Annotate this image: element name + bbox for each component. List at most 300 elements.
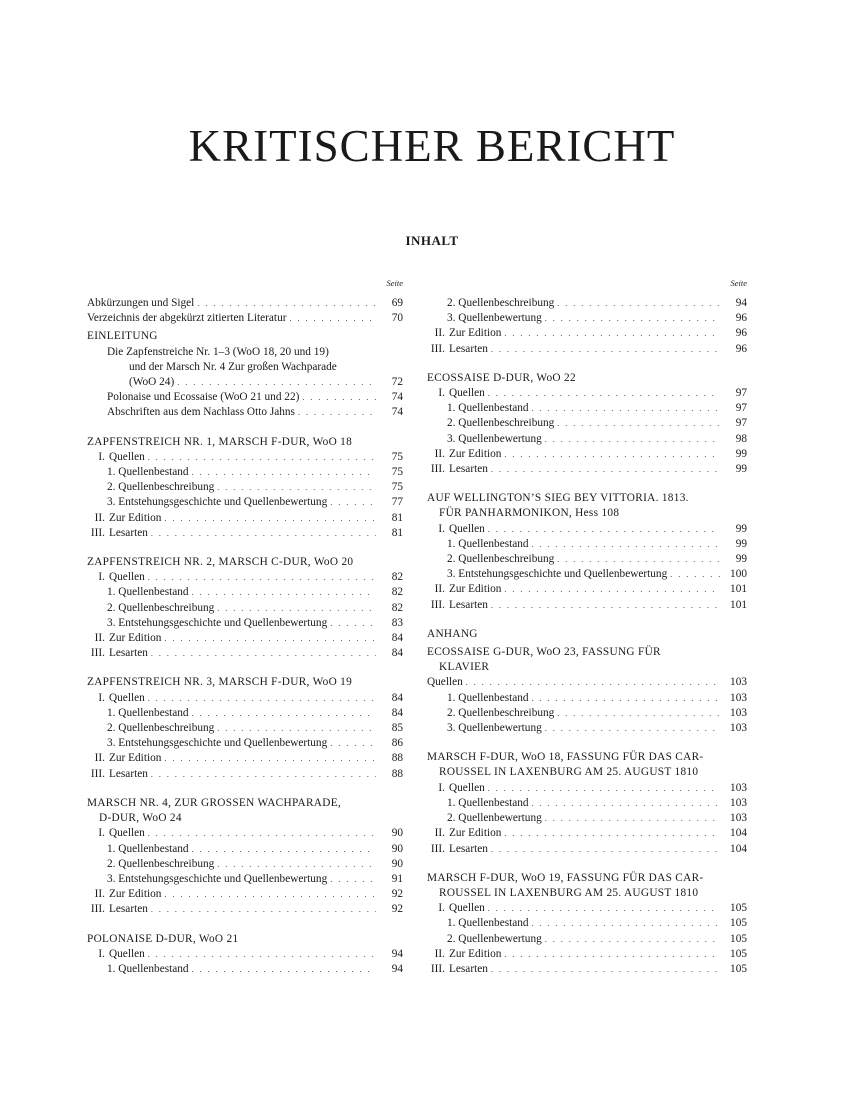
toc-page-number: 99 [735,463,747,476]
toc-entry-number: III. [90,767,105,780]
toc-entry [87,751,403,766]
toc-entry [87,495,403,510]
section-heading: ZAPFENSTREICH NR. 2, MARSCH C-DUR, WoO 20 [87,556,354,569]
toc-entry-number: II. [94,888,105,901]
dot-leader [491,598,720,613]
toc-page-number: 81 [391,511,403,524]
toc-page-number: 88 [391,767,403,780]
toc-entry [427,537,747,552]
dot-leader [545,932,720,947]
toc-entry-title: 1. Quellenbestand [107,586,189,599]
toc-entry-title: I. Quellen [427,386,485,401]
contents-heading: INHALT [405,233,459,248]
toc-entry [427,432,747,447]
toc-page-number: 103 [730,691,747,704]
section-gap [427,357,747,371]
toc-page-number: 104 [730,827,747,840]
section-gap [427,857,747,871]
toc-page-number: 81 [391,526,403,539]
toc-entry-number: II. [434,947,445,960]
toc-page-number: 83 [391,616,403,629]
toc-entry [87,857,403,872]
dot-leader [177,375,376,390]
toc-entry-number: III. [430,598,445,611]
toc-entry [427,826,747,841]
page-title: KRITISCHER BERICHT [188,121,676,171]
dot-leader [504,326,720,341]
toc-entry [87,465,403,480]
toc-entry-title: 2. Quellenbewertung [447,932,542,945]
toc-entry-title: 2. Quellenbeschreibung [107,857,215,870]
toc-entry-title: 2. Quellenbeschreibung [447,417,555,430]
toc-entry-title: 3. Entstehungsgeschichte und Quellenbewertung [107,616,328,629]
toc-entry [87,736,403,751]
toc-entry [427,342,747,357]
toc-entry-title: 3. Entstehungsgeschichte und Quellenbewertung [447,568,668,581]
toc-page-number: 94 [391,962,403,975]
toc-entry-number: II. [434,327,445,340]
toc-entry-title: I. Quellen [87,691,145,706]
toc-page-number: 77 [391,496,403,509]
toc-entry [427,401,747,416]
toc-entry-number: I. [98,691,105,704]
toc-entry [427,552,747,567]
toc-entry [87,585,403,600]
toc-entry [87,902,403,917]
dot-leader [217,480,376,495]
toc-entry-title: 1. Quellenbestand [447,691,529,704]
dot-leader [164,887,376,902]
toc-entry-number: I. [438,522,445,535]
dot-leader [504,947,720,962]
toc-entry [427,842,747,857]
toc-entry-title: II. Zur Edition [87,887,161,902]
section-gap [87,541,403,555]
toc-entry [87,962,403,977]
dot-leader [151,646,376,661]
toc-column-right [427,278,747,977]
toc-entry [427,947,747,962]
toc-entry [87,631,403,646]
toc-page-number: 75 [391,466,403,479]
toc-page-number: 101 [730,598,747,611]
dot-leader [302,390,376,405]
section-heading-continued: KLAVIER [439,661,490,674]
toc-entry-number: II. [94,511,105,524]
toc-entry [87,511,403,526]
toc-page-number: 92 [391,903,403,916]
toc-entry-title: II. Zur Edition [427,447,501,462]
toc-entry [87,405,403,420]
toc-page-number: 97 [735,387,747,400]
toc-entry-title: III. Lesarten [87,902,148,917]
toc-column-left [87,278,403,977]
toc-page-number: 105 [730,947,747,960]
toc-entry-number: III. [430,962,445,975]
toc-entry-title: 1. Quellenbestand [107,706,189,719]
toc-page-number: 88 [391,752,403,765]
section-heading-continued: D-DUR, WoO 24 [99,812,182,825]
toc-entry-number: I. [98,450,105,463]
toc-entry [427,598,747,613]
dot-leader [164,751,376,766]
dot-leader [670,567,720,582]
section-heading: ECOSSAISE G-DUR, WoO 23, FASSUNG FÜR [427,646,661,659]
dot-leader [504,447,720,462]
dot-leader [488,386,720,401]
toc-page-number: 91 [391,872,403,885]
section-heading: MARSCH F-DUR, WoO 18, FASSUNG FÜR DAS CAR- [427,751,704,764]
toc-entry-title: III. Lesarten [427,342,488,357]
section-heading: ZAPFENSTREICH NR. 3, MARSCH F-DUR, WoO 19 [87,676,353,689]
section-gap [87,782,403,796]
toc-entry [87,526,403,541]
toc-entry [427,447,747,462]
dot-leader [545,721,720,736]
toc-entry [87,842,403,857]
toc-page-number: 84 [391,632,403,645]
toc-page-number: 99 [735,537,747,550]
dot-leader [148,947,376,962]
toc-entry [427,916,747,931]
toc-entry-title: I. Quellen [87,826,145,841]
toc-entry-title: 2. Quellenbewertung [447,812,542,825]
toc-entry [427,796,747,811]
toc-entry-number: II. [94,632,105,645]
toc-entry-number: III. [430,842,445,855]
dot-leader [491,962,720,977]
section-heading: AUF WELLINGTON’S SIEG BEY VITTORIA. 1813. [427,492,689,505]
dot-leader [164,631,376,646]
toc-page-number: 96 [735,327,747,340]
toc-entry [427,386,747,401]
section-heading: ZAPFENSTREICH NR. 1, MARSCH F-DUR, WoO 18 [87,435,353,448]
toc-entry-title: I. Quellen [427,781,485,796]
toc-entry-title: III. Lesarten [87,526,148,541]
dot-leader [532,796,720,811]
dot-leader [148,691,376,706]
dot-leader [192,842,376,857]
toc-entry-number: I. [438,902,445,915]
section-heading: ANHANG [427,627,478,640]
toc-entry-number: III. [90,647,105,660]
toc-page-number: 75 [391,450,403,463]
toc-entry [87,646,403,661]
dot-leader [148,450,376,465]
section-gap [427,736,747,750]
toc-page-number: 99 [735,553,747,566]
toc-entry-title: III. Lesarten [427,462,488,477]
toc-entry [87,390,403,405]
section-heading: EINLEITUNG [87,330,158,343]
toc-entry [427,706,747,721]
toc-page-number: 103 [730,781,747,794]
toc-page-number: 92 [391,888,403,901]
toc-page-number: 82 [391,601,403,614]
toc-entry-title: Die Zapfenstreiche Nr. 1–3 (WoO 18, 20 und 19) [107,345,329,358]
toc-page-number: 96 [735,342,747,355]
dot-leader [151,902,376,917]
toc-entry-number: III. [90,526,105,539]
toc-entry [427,932,747,947]
toc-entry-title: II. Zur Edition [427,947,501,962]
toc-entry-title: III. Lesarten [427,962,488,977]
dot-leader [192,585,376,600]
toc-entry [87,375,403,390]
dot-leader [197,296,376,311]
toc-entry-title: I. Quellen [87,450,145,465]
toc-entry-title: 3. Entstehungsgeschichte und Quellenbewertung [107,872,328,885]
dot-leader [504,582,720,597]
toc-page-number: 69 [391,297,403,309]
section-heading-continued: ROUSSEL IN LAXENBURG AM 25. AUGUST 1810 [439,886,699,899]
toc-page-number: 98 [735,432,747,445]
toc-page-number: 101 [730,583,747,596]
toc-page-number: 90 [391,842,403,855]
toc-page-number: 103 [730,706,747,719]
toc-page-number: 99 [735,447,747,460]
toc-entry [427,901,747,916]
dot-leader [545,432,720,447]
toc-entry-number: I. [98,947,105,960]
toc-entry-title: Abkürzungen und Sigel [87,297,195,309]
toc-page-number: 84 [391,691,403,704]
toc-page-number: 94 [735,297,747,309]
dot-leader [164,511,376,526]
toc-entry-title: III. Lesarten [427,842,488,857]
section-gap [427,613,747,627]
toc-entry-title: 3. Entstehungsgeschichte und Quellenbewertung [107,737,328,750]
toc-entry-title: II. Zur Edition [427,582,501,597]
dot-leader [148,570,376,585]
dot-leader [192,465,376,480]
toc-entry-title: II. Zur Edition [87,511,161,526]
toc-entry-title: 2. Quellenbeschreibung [107,601,215,614]
toc-entry-title: III. Lesarten [427,598,488,613]
dot-leader [151,526,376,541]
toc-entries-right [427,296,747,977]
toc-entry-number: II. [434,583,445,596]
toc-entry-title: 3. Quellenbewertung [447,432,542,445]
page-column-label: Seite [730,278,747,288]
toc-entry [87,826,403,841]
dot-leader [330,872,376,887]
dot-leader [289,311,376,326]
toc-entry [87,872,403,887]
dot-leader [148,826,376,841]
toc-page-number: 85 [391,722,403,735]
dot-leader [151,767,376,782]
toc-entry-title: 1. Quellenbestand [447,402,529,415]
toc-entry [427,522,747,537]
section-heading-continued: FÜR PANHARMONIKON, Hess 108 [439,507,620,520]
toc-entry-title: (WoO 24) [129,376,175,389]
toc-entry [87,887,403,902]
dot-leader [557,296,720,311]
toc-page-number: 86 [391,737,403,750]
dot-leader [545,311,720,326]
toc-page-number: 97 [735,417,747,430]
toc-page-number: 105 [730,917,747,930]
toc-entry [87,616,403,631]
dot-leader [491,342,720,357]
toc-entry-title: 3. Quellenbewertung [447,722,542,735]
toc-entry-number: II. [434,827,445,840]
toc-entry [427,962,747,977]
toc-entry [87,706,403,721]
toc-entry-title: I. Quellen [427,901,485,916]
toc-entry-number: I. [98,571,105,584]
toc-entry-number: I. [98,827,105,840]
toc-entry [427,296,747,311]
toc-page-number: 103 [730,676,747,689]
section-heading: MARSCH F-DUR, WoO 19, FASSUNG FÜR DAS CAR- [427,871,704,884]
dot-leader [557,416,720,431]
toc-entry [427,675,747,690]
dot-leader [298,405,376,420]
dot-leader [217,601,376,616]
toc-page-number: 82 [391,586,403,599]
section-gap [87,421,403,435]
toc-entry-title: Verzeichnis der abgekürzt zitierten Literatur [87,312,287,325]
section-gap [87,661,403,675]
toc-entry-title: I. Quellen [87,570,145,585]
toc-page-number: 72 [391,376,403,389]
toc-entry-title: 2. Quellenbeschreibung [447,553,555,566]
toc-page-number: 105 [730,962,747,975]
toc-entry [87,311,403,326]
toc-entry [87,691,403,706]
toc-page-number: 70 [391,312,403,325]
section-heading: MARSCH NR. 4, ZUR GROSSEN WACHPARADE, [87,796,342,809]
toc-entry-title: 1. Quellenbestand [107,962,189,975]
toc-entry [427,416,747,431]
toc-entry-title: Abschriften aus dem Nachlass Otto Jahns [107,406,295,419]
toc-entry [87,947,403,962]
toc-page-number: 103 [730,796,747,809]
toc-entry-title: 2. Quellenbeschreibung [447,297,555,309]
dot-leader [557,706,720,721]
toc-entry-title: 1. Quellenbestand [447,796,529,809]
toc-entries-left [87,296,403,977]
toc-entry [427,721,747,736]
toc-entry-title: 3. Quellenbewertung [447,312,542,325]
toc-entry-title: II. Zur Edition [427,826,501,841]
toc-entry-title: III. Lesarten [87,767,148,782]
toc-page-number: 97 [735,402,747,415]
dot-leader [466,675,720,690]
toc-entry-number: II. [94,752,105,765]
dot-leader [532,916,720,931]
toc-page-number: 74 [391,406,403,419]
toc-page-number: 99 [735,522,747,535]
toc-page-number: 100 [730,568,747,581]
dot-leader [488,522,720,537]
toc-entry [427,781,747,796]
toc-entry-number: I. [438,781,445,794]
page-column-label: Seite [386,278,403,288]
toc-page-number: 103 [730,812,747,825]
dot-leader [545,811,720,826]
toc-entry-title: 1. Quellenbestand [107,842,189,855]
dot-leader [504,826,720,841]
toc-page-number: 96 [735,312,747,325]
toc-page-number: 103 [730,722,747,735]
toc-entry-title: und der Marsch Nr. 4 Zur großen Wachparade [129,360,337,373]
section-heading: POLONAISE D-DUR, WoO 21 [87,932,239,945]
toc-entry [87,721,403,736]
toc-page-number: 94 [391,947,403,960]
toc-page-number: 104 [730,842,747,855]
toc-entry [427,811,747,826]
toc-entry [427,462,747,477]
section-heading: ECOSSAISE D-DUR, WoO 22 [427,371,576,384]
toc-page-number: 84 [391,647,403,660]
dot-leader [491,842,720,857]
toc-entry [87,296,403,311]
dot-leader [488,901,720,916]
toc-entry [87,767,403,782]
dot-leader [330,616,376,631]
toc-entry-title: 1. Quellenbestand [447,537,529,550]
toc-page-number: 105 [730,932,747,945]
toc-entry-title: III. Lesarten [87,646,148,661]
toc-entry [87,480,403,495]
toc-entry [427,326,747,341]
toc-page-number: 75 [391,481,403,494]
toc-entry-number: III. [430,342,445,355]
toc-page-number: 105 [730,902,747,915]
toc-entry-title: 1. Quellenbestand [447,917,529,930]
toc-entry [87,601,403,616]
toc-entry-title: II. Zur Edition [87,631,161,646]
toc-entry-number: III. [90,903,105,916]
toc-entry-title: II. Zur Edition [427,326,501,341]
toc-entry-title: 2. Quellenbeschreibung [107,481,215,494]
dot-leader [192,706,376,721]
toc-page-number: 90 [391,857,403,870]
toc-entry [87,450,403,465]
toc-entry-number: II. [434,447,445,460]
toc-page-number: 90 [391,827,403,840]
toc-page-number: 74 [391,391,403,404]
dot-leader [532,691,720,706]
dot-leader [532,401,720,416]
toc-entry-title: Quellen [427,676,463,689]
toc-entry [427,311,747,326]
dot-leader [217,721,376,736]
toc-entry-title: 1. Quellenbestand [107,466,189,479]
dot-leader [217,857,376,872]
toc-entry-title: I. Quellen [427,522,485,537]
dot-leader [532,537,720,552]
toc-page-number: 82 [391,571,403,584]
dot-leader [491,462,720,477]
toc-entry-title: 3. Entstehungsgeschichte und Quellenbewertung [107,496,328,509]
toc-entry-title: II. Zur Edition [87,751,161,766]
dot-leader [192,962,376,977]
toc-entry-title: 2. Quellenbeschreibung [107,722,215,735]
toc-entry-title: I. Quellen [87,947,145,962]
toc-entry-title: Polonaise und Ecossaise (WoO 21 und 22) [107,391,300,404]
toc-entry-number: I. [438,387,445,400]
toc-entry [427,691,747,706]
section-heading-continued: ROUSSEL IN LAXENBURG AM 25. AUGUST 1810 [439,766,699,779]
toc-entry [427,582,747,597]
dot-leader [330,495,376,510]
section-gap [427,477,747,491]
dot-leader [330,736,376,751]
